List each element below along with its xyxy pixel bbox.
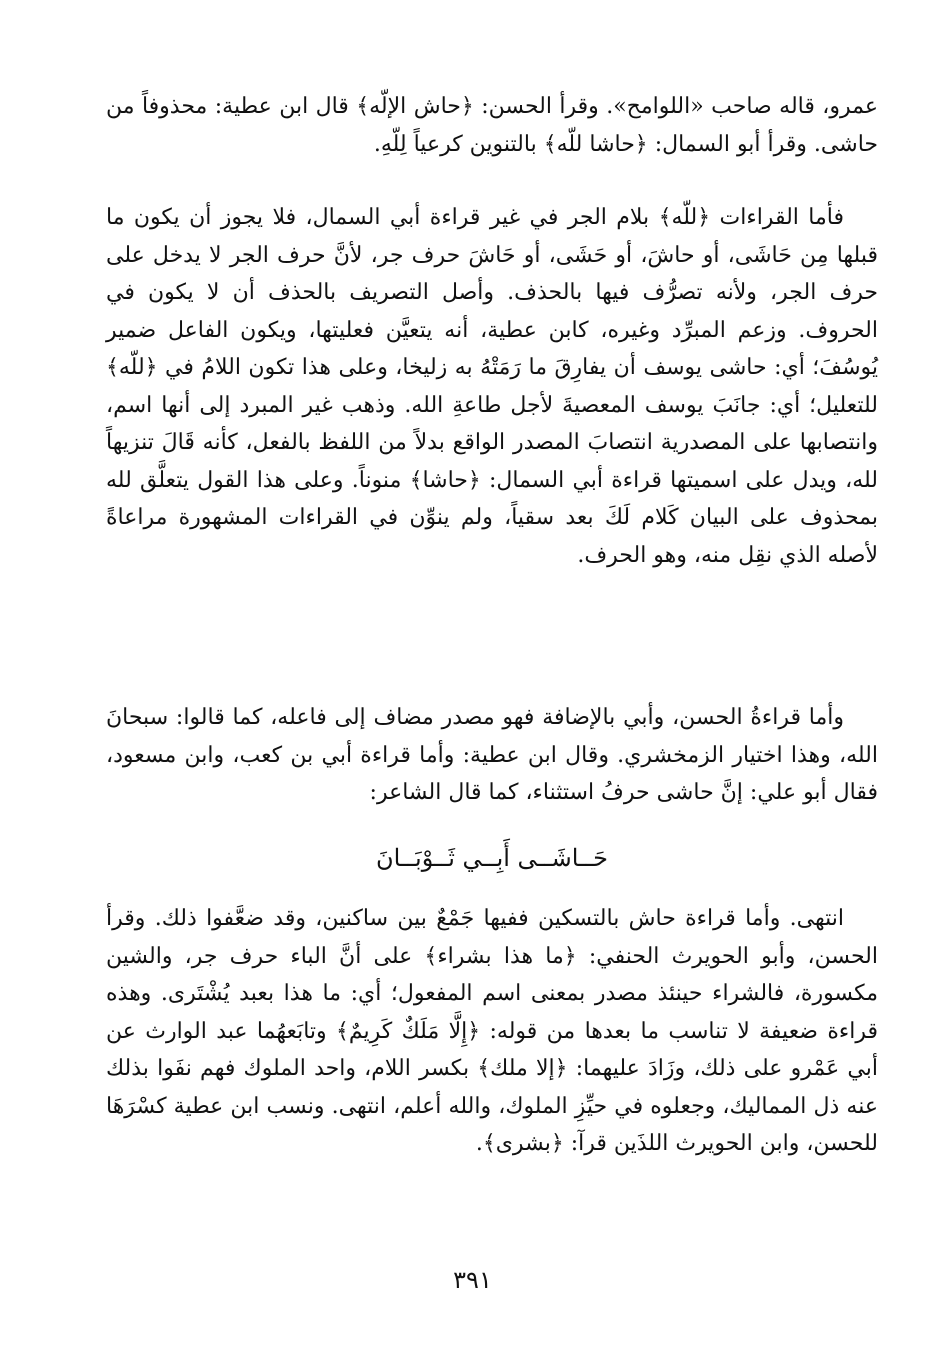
paragraph-1: عمرو، قاله صاحب «اللوامح». وقرأ الحسن: ﴿حاش الإلّه﴾ قال ابن عطية: محذوفاً من حاشى. وقرأ أبو السمال: ﴿حاشا للّه﴾ بالتنوين كرعياً لِلّهِ. bbox=[106, 94, 878, 157]
paragraph-3: وأما قراءةُ الحسن، وأبي بالإضافة فهو مصدر مضاف إلى فاعله، كما قالوا: سبحانَ الله، وهذا اختيار الزمخشري. وقال ابن عطية: وأما قراءة أبي بن كعب، وابن مسعود، فقال أبو علي: إنَّ حاشى حرفُ استثناء، كما قال الشاعر: bbox=[106, 705, 878, 805]
paragraph-4: انتهى. وأما قراءة حاش بالتسكين ففيها جَمْعٌ بين ساكنين، وقد ضعَّفوا ذلك. وقرأ الحسن، وأبو الحويرث الحنفي: ﴿ما هذا بشراء﴾ على أنَّ الباء حرف جر، والشين مكسورة، فالشراء حينئذ مصدر بمعنى اسم المفعول؛ أي: ما هذا بعبد يُشْتَرى. وهذه قراءة ضعيفة لا تناسب ما بعدها من قوله: ﴿إِلَّا مَلَكٌ كَرِيمٌ﴾ وتابَعهُما عبد الوارث عن أبي عَمْرو على ذلك، وزَادَ عليهما: ﴿إلا ملك﴾ بكسر اللام، واحد الملوك فهم نفَوا بذلك عنه ذل المماليك، وجعلوه في حيِّزِ الملوك، والله أعلم، انتهى. ونسب ابن عطية كسْرَهَا للحسن، وابن الحويرث اللذَين قرآ: ﴿بشرى﴾. bbox=[106, 906, 878, 1156]
page-number: ٣٩١ bbox=[453, 1266, 492, 1294]
paragraph-2: فأما القراءات ﴿للّه﴾ بلام الجر في غير قراءة أبي السمال، فلا يجوز أن يكون ما قبلها مِن حَاشَى، أو حاشَ، أو حَشَى، أو حَاشَ حرف جر، لأنَّ حرف الجر لا يدخل على حرف الجر، ولأنه تصرُّف فيها بالحذف. وأصل التصريف بالحذف أن لا يكون في الحروف. وزعم المبرِّد وغيره، كابن عطية، أنه يتعيَّن فعليتها، ويكون الفاعل ضمير يُوسُفَ؛ أي: حاشى يوسف أن يفارِقَ ما رَمَتْهُ به زليخا، وعلى هذا تكون اللامُ في ﴿للّه﴾ للتعليل؛ أي: جانَبَ يوسف المعصيةَ لأجل طاعةِ الله. وذهب غير المبرد إلى أنها اسم، وانتصابها على المصدرية انتصابَ المصدر الواقع بدلاً من اللفظ بالفعل، كأنه قَالَ تنزيهاً لله، ويدل على اسميتها قراءة أبي السمال: ﴿حاشا﴾ منوناً. وعلى هذا القول يتعلَّق لله بمحذوف على البيان كَلام لَكَ بعد سقياً، ولم ينوِّن في القراءات المشهورة مراعاةً لأصله الذي نقِل منه، وهو الحرف. bbox=[106, 205, 878, 568]
poetry-verse: حَــاشَــى أَبِــي ثَــوْبَــانَ bbox=[376, 844, 608, 872]
